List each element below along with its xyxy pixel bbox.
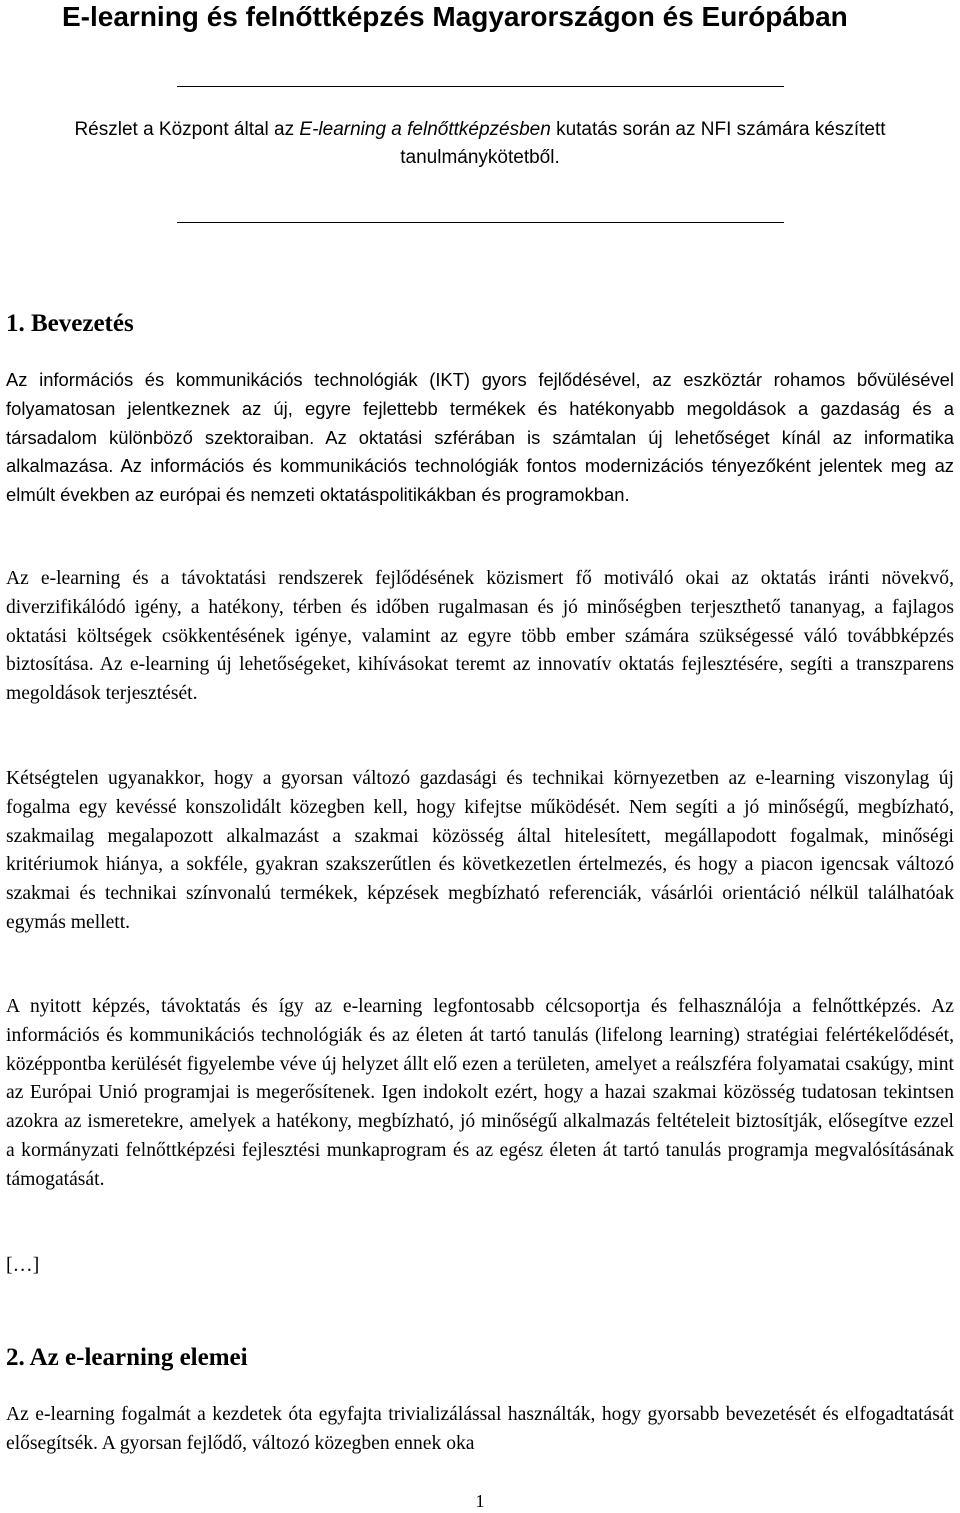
bottom-divider bbox=[177, 222, 784, 223]
paragraph-intro-4: A nyitott képzés, távoktatás és így az e-learning legfontosabb célcsoportja és felhasználója a felnőttképzés. Az információs és kommunikációs technológiák és az életen át tartó tanulás (lifelong learning) stratégiai felértékelődését, középpontba kerülését figyelembe véve új helyzet állt elő ezen a területen, amelyet a reálszféra folyamatai csakúgy, mint az Európai Unió programjai is megerősítenek. Igen indokolt ezért, hogy a hazai szakmai közösség tudatosan tekintsen azokra az ismeretekre, amelyek a hatékony, megbízható, jó minőségű alkalmazás feltételeit biztosítják, elősegítve ezzel a kormányzati felnőttképzési fejlesztési munkaprogram és az egész életen át tartó tanulás programja megvalósításának támogatását. bbox=[6, 996, 954, 1190]
subtitle-text-2: kutatás során az NFI számára készített tanulmánykötetből. bbox=[400, 119, 886, 168]
paragraph-elements-1: Az e-learning fogalmát a kezdetek óta egyfajta trivializálással használták, hogy gyorsabb bevezetését és elfogadtatását elősegítsék. A gyorsan fejlődő, változó közegben ennek oka bbox=[6, 1404, 954, 1454]
subtitle-italic-title: E-learning a felnőttképzésben bbox=[299, 119, 551, 140]
subtitle-text-1: Részlet a Központ által az bbox=[74, 119, 300, 140]
paragraph-intro-1: Az információs és kommunikációs technológiák (IKT) gyors fejlődésével, az eszköztár rohamos bővülésével folyamatosan jelentkeznek az új, egyre fejlettebb termékek és hatékonyabb megoldások a gazdaság és a társadalom különböző szektoraiban. Az oktatási szférában is számtalan új lehetőséget kínál az informatika alkalmazása. Az információs és kommunikációs technológiák fontos modernizációs tényezőként jelentek meg az elmúlt években az európai és nemzeti oktatáspolitikákban és programokban. bbox=[6, 369, 954, 506]
section-heading-introduction: 1. Bevezetés bbox=[6, 310, 134, 337]
section-heading-elements: 2. Az e-learning elemei bbox=[6, 1344, 248, 1371]
subtitle bbox=[40, 116, 920, 172]
document-title: E-learning és felnőttképzés Magyarországon és Európában bbox=[62, 1, 848, 32]
top-divider bbox=[177, 86, 784, 87]
page-number: 1 bbox=[475, 1491, 485, 1511]
paragraph-intro-3: Kétségtelen ugyanakkor, hogy a gyorsan változó gazdasági és technikai környezetben az e-learning viszonylag új fogalma egy kevéssé konszolidált közegben kell, hogy kifejtse működését. Nem segíti a jó minőségű, megbízható, szakmailag megalapozott alkalmazást a szakmai közösség által hitelesített, megállapodott fogalmak, minőségi kritériumok hiánya, a sokféle, gyakran szakszerűtlen és következetlen értelmezés, és hogy a piacon igencsak változó szakmai és technikai színvonalú termékek, képzések megbízható referenciák, vásárlói orientáció nélkül találhatóak egymás mellett. bbox=[6, 768, 954, 933]
paragraph-intro-2: Az e-learning és a távoktatási rendszerek fejlődésének közismert fő motiváló okai az oktatás iránti növekvő, diverzifikálódó igény, a hatékony, térben és időben rugalmasan és jó minőségben terjeszthető tananyag, a fajlagos oktatási költségek csökkentésének igénye, valamint az egyre több ember számára szükségessé váló továbbképzés biztosítása. Az e-learning új lehetőségeket, kihívásokat teremt az innovatív oktatás fejlesztésére, segíti a transzparens megoldások terjesztését. bbox=[6, 568, 954, 705]
omission-marker: […] bbox=[6, 1254, 40, 1276]
